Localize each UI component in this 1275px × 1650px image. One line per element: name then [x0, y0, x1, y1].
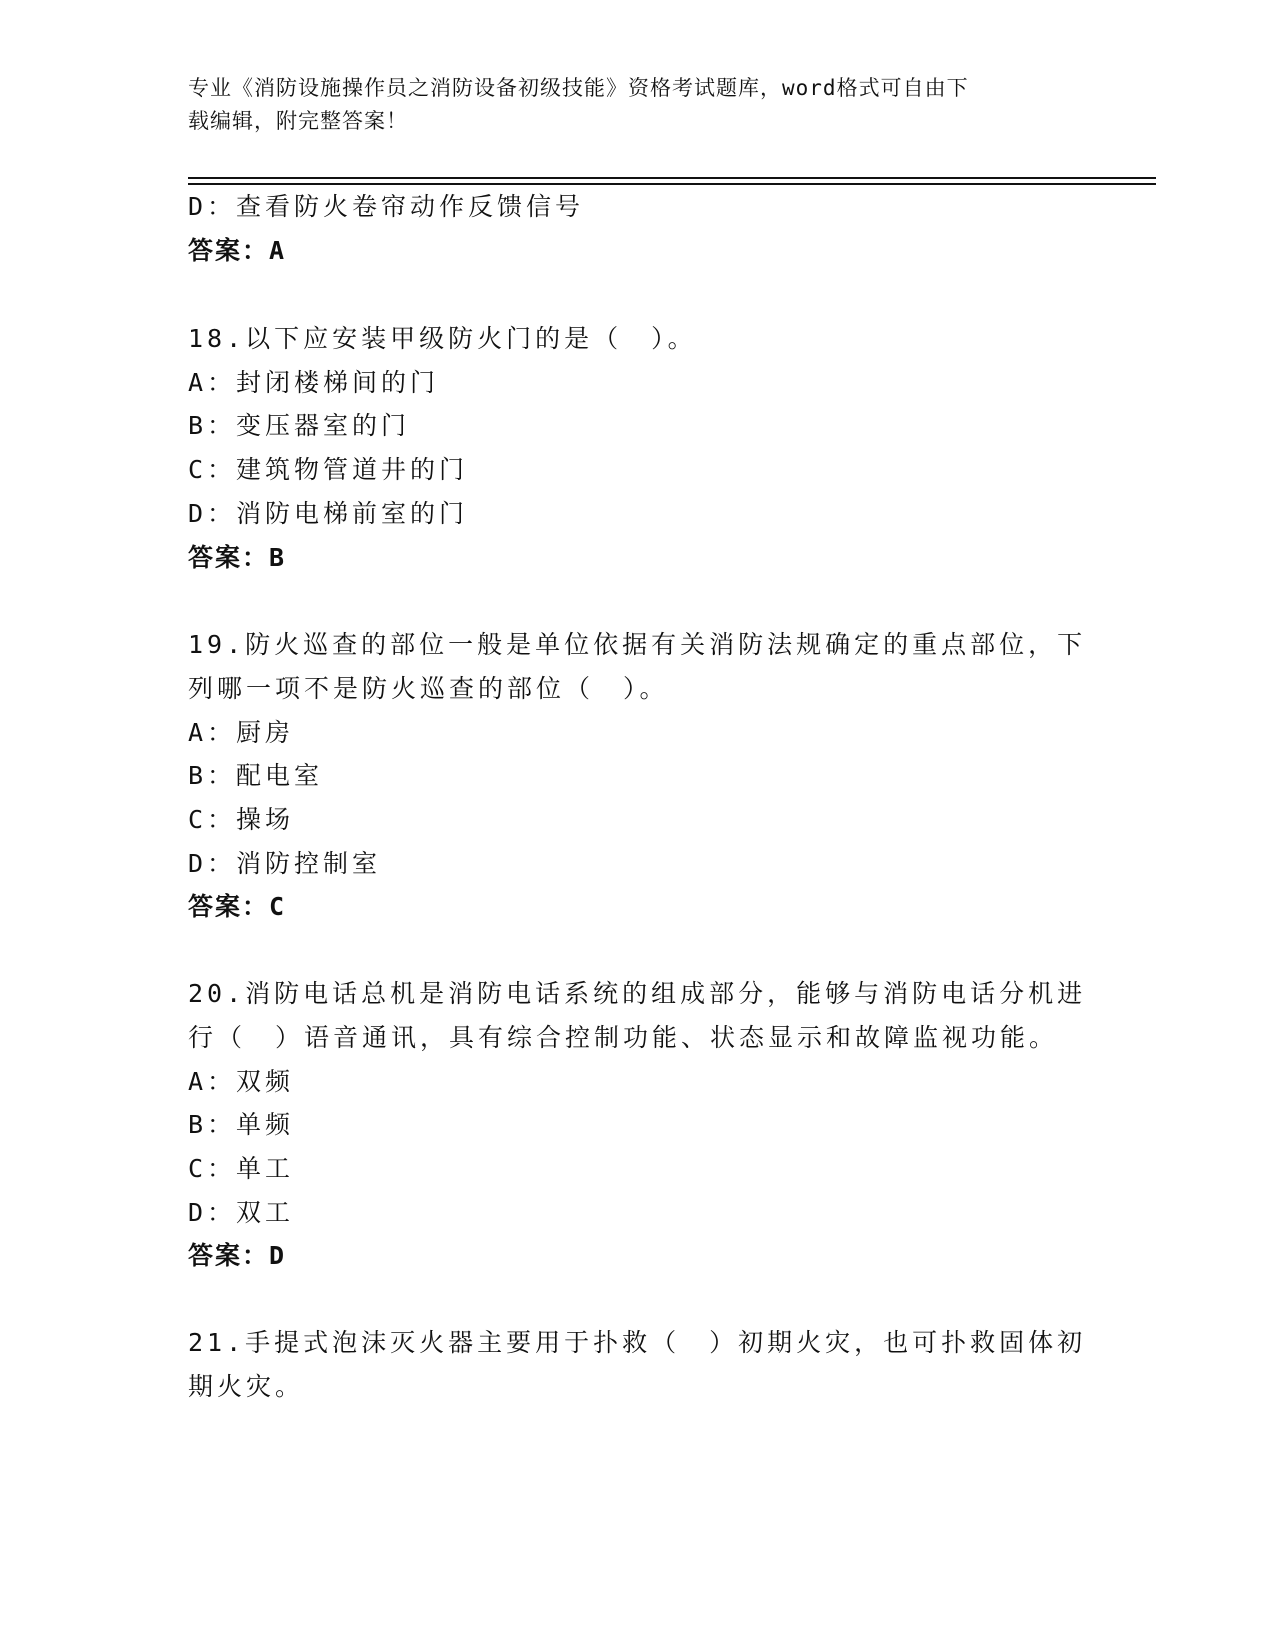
question-20-option-a: A：双频: [188, 1067, 295, 1096]
question-19-answer: 答案：C: [188, 892, 287, 921]
question-20-option-b: B：单频: [188, 1110, 295, 1139]
question-19-option-b: B：配电室: [188, 761, 324, 790]
question-18-answer: 答案：B: [188, 543, 287, 572]
header-line-1: 专业《消防设施操作员之消防设备初级技能》资格考试题库，word格式可自由下: [188, 76, 969, 100]
question-19-option-c: C：操场: [188, 805, 295, 834]
question-19-option-a: A：厨房: [188, 718, 295, 747]
question-18-option-d: D：消防电梯前室的门: [188, 499, 469, 528]
question-21-stem-line-1: 21.手提式泡沫灭火器主要用于扑救（ ）初期火灾，也可扑救固体初: [188, 1328, 1087, 1357]
question-18-stem: 18.以下应安装甲级防火门的是（ ）。: [188, 324, 697, 353]
document-header: [188, 72, 1068, 138]
question-19-stem-line-2: 列哪一项不是防火巡查的部位（ ）。: [188, 674, 669, 703]
question-21-stem-line-2: 期火灾。: [188, 1372, 305, 1401]
question-19-option-d: D：消防控制室: [188, 849, 382, 878]
question-20-option-d: D：双工: [188, 1198, 295, 1227]
question-20-answer: 答案：D: [188, 1241, 287, 1270]
option-d: D：查看防火卷帘动作反馈信号: [188, 192, 585, 221]
question-19-stem-line-1: 19.防火巡查的部位一般是单位依据有关消防法规确定的重点部位，下: [188, 630, 1087, 659]
answer-line: 答案：A: [188, 236, 287, 265]
question-20-option-c: C：单工: [188, 1154, 295, 1183]
header-divider-top: [188, 177, 1156, 179]
question-20-stem-line-1: 20.消防电话总机是消防电话系统的组成部分，能够与消防电话分机进: [188, 979, 1087, 1008]
header-line-2: 载编辑，附完整答案！: [188, 109, 408, 133]
question-20-stem-line-2: 行（ ）语音通讯，具有综合控制功能、状态显示和故障监视功能。: [188, 1023, 1059, 1052]
question-18-option-a: A：封闭楼梯间的门: [188, 368, 440, 397]
question-18-option-c: C：建筑物管道井的门: [188, 455, 469, 484]
question-18-option-b: B：变压器室的门: [188, 411, 411, 440]
